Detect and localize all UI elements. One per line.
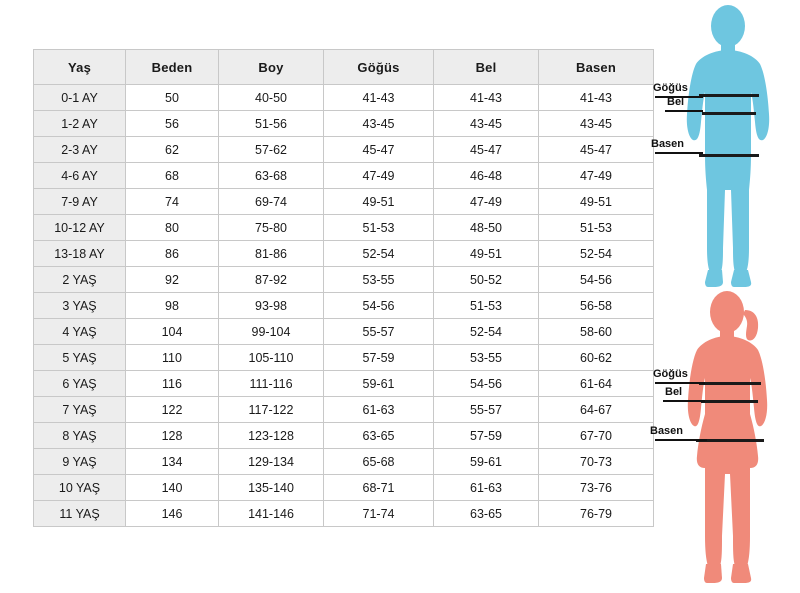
- cell-age: 4-6 AY: [34, 163, 126, 189]
- cell-waist: 45-47: [434, 137, 539, 163]
- body-figures: [650, 0, 800, 593]
- cell-size: 80: [126, 215, 219, 241]
- table-row: [34, 475, 654, 501]
- cell-height: 129-134: [219, 449, 324, 475]
- table-row: [34, 241, 654, 267]
- table-row: [34, 345, 654, 371]
- cell-waist: 53-55: [434, 345, 539, 371]
- girl-waist-label: Bel: [665, 386, 683, 398]
- cell-height: 117-122: [219, 397, 324, 423]
- table-row: [34, 111, 654, 137]
- cell-size: 92: [126, 267, 219, 293]
- cell-size: 146: [126, 501, 219, 527]
- cell-chest: 61-63: [324, 397, 434, 423]
- size-table-head: [34, 50, 654, 85]
- cell-size: 86: [126, 241, 219, 267]
- cell-age: 11 YAŞ: [34, 501, 126, 527]
- cell-size: 50: [126, 85, 219, 111]
- cell-waist: 48-50: [434, 215, 539, 241]
- cell-age: 0-1 AY: [34, 85, 126, 111]
- boy-hip-bar: [699, 154, 759, 157]
- cell-height: 141-146: [219, 501, 324, 527]
- cell-age: 10-12 AY: [34, 215, 126, 241]
- cell-chest: 57-59: [324, 345, 434, 371]
- girl-waist-bar: [701, 400, 758, 403]
- cell-hip: 54-56: [539, 267, 654, 293]
- cell-waist: 54-56: [434, 371, 539, 397]
- column-header-chest: Göğüs: [324, 50, 434, 85]
- cell-chest: 45-47: [324, 137, 434, 163]
- cell-height: 105-110: [219, 345, 324, 371]
- cell-chest: 55-57: [324, 319, 434, 345]
- cell-height: 63-68: [219, 163, 324, 189]
- cell-hip: 67-70: [539, 423, 654, 449]
- cell-hip: 41-43: [539, 85, 654, 111]
- cell-hip: 43-45: [539, 111, 654, 137]
- cell-hip: 47-49: [539, 163, 654, 189]
- table-header-row: [34, 50, 654, 85]
- column-header-height: Boy: [219, 50, 324, 85]
- cell-waist: 43-45: [434, 111, 539, 137]
- cell-age: 3 YAŞ: [34, 293, 126, 319]
- cell-size: 68: [126, 163, 219, 189]
- girl-waist-underline: [663, 400, 705, 402]
- column-header-size: Beden: [126, 50, 219, 85]
- cell-hip: 60-62: [539, 345, 654, 371]
- table-row: [34, 423, 654, 449]
- cell-age: 8 YAŞ: [34, 423, 126, 449]
- cell-waist: 46-48: [434, 163, 539, 189]
- cell-chest: 54-56: [324, 293, 434, 319]
- table-row: [34, 163, 654, 189]
- cell-chest: 71-74: [324, 501, 434, 527]
- boy-hip-label: Basen: [651, 138, 685, 150]
- cell-waist: 52-54: [434, 319, 539, 345]
- cell-height: 111-116: [219, 371, 324, 397]
- cell-waist: 47-49: [434, 189, 539, 215]
- cell-waist: 55-57: [434, 397, 539, 423]
- cell-waist: 63-65: [434, 501, 539, 527]
- boy-hip-underline: [655, 152, 703, 154]
- cell-age: 4 YAŞ: [34, 319, 126, 345]
- size-table-container: [33, 49, 653, 527]
- cell-size: 56: [126, 111, 219, 137]
- cell-height: 93-98: [219, 293, 324, 319]
- cell-chest: 52-54: [324, 241, 434, 267]
- girl-hip-label: Basen: [650, 425, 684, 437]
- cell-size: 140: [126, 475, 219, 501]
- cell-height: 57-62: [219, 137, 324, 163]
- girl-hip-underline: [655, 439, 707, 441]
- cell-waist: 51-53: [434, 293, 539, 319]
- table-row: [34, 215, 654, 241]
- column-header-waist: Bel: [434, 50, 539, 85]
- table-row: [34, 267, 654, 293]
- girl-chest-bar: [699, 382, 761, 385]
- cell-chest: 63-65: [324, 423, 434, 449]
- cell-age: 9 YAŞ: [34, 449, 126, 475]
- cell-age: 1-2 AY: [34, 111, 126, 137]
- cell-hip: 76-79: [539, 501, 654, 527]
- cell-hip: 49-51: [539, 189, 654, 215]
- boy-waist-bar: [702, 112, 756, 115]
- cell-age: 5 YAŞ: [34, 345, 126, 371]
- table-row: [34, 397, 654, 423]
- cell-waist: 57-59: [434, 423, 539, 449]
- boy-chest-bar: [699, 94, 759, 97]
- cell-hip: 58-60: [539, 319, 654, 345]
- cell-chest: 53-55: [324, 267, 434, 293]
- cell-age: 7-9 AY: [34, 189, 126, 215]
- cell-age: 13-18 AY: [34, 241, 126, 267]
- cell-hip: 51-53: [539, 215, 654, 241]
- cell-hip: 70-73: [539, 449, 654, 475]
- cell-age: 2 YAŞ: [34, 267, 126, 293]
- cell-hip: 61-64: [539, 371, 654, 397]
- table-row: [34, 449, 654, 475]
- cell-waist: 41-43: [434, 85, 539, 111]
- cell-chest: 68-71: [324, 475, 434, 501]
- table-row: [34, 501, 654, 527]
- cell-waist: 50-52: [434, 267, 539, 293]
- table-row: [34, 371, 654, 397]
- boy-chest-label: Göğüs: [653, 82, 688, 94]
- cell-waist: 49-51: [434, 241, 539, 267]
- boy-waist-label: Bel: [667, 96, 685, 108]
- cell-hip: 52-54: [539, 241, 654, 267]
- cell-hip: 64-67: [539, 397, 654, 423]
- cell-height: 99-104: [219, 319, 324, 345]
- cell-height: 40-50: [219, 85, 324, 111]
- girl-chest-label: Göğüs: [653, 368, 688, 380]
- cell-age: 2-3 AY: [34, 137, 126, 163]
- cell-size: 110: [126, 345, 219, 371]
- cell-size: 128: [126, 423, 219, 449]
- cell-chest: 51-53: [324, 215, 434, 241]
- cell-hip: 45-47: [539, 137, 654, 163]
- cell-age: 7 YAŞ: [34, 397, 126, 423]
- table-row: [34, 137, 654, 163]
- cell-chest: 49-51: [324, 189, 434, 215]
- cell-waist: 59-61: [434, 449, 539, 475]
- column-header-age: Yaş: [34, 50, 126, 85]
- cell-hip: 56-58: [539, 293, 654, 319]
- cell-age: 10 YAŞ: [34, 475, 126, 501]
- column-header-hip: Basen: [539, 50, 654, 85]
- cell-height: 69-74: [219, 189, 324, 215]
- boy-waist-underline: [665, 110, 703, 112]
- table-row: [34, 85, 654, 111]
- cell-size: 104: [126, 319, 219, 345]
- girl-chest-underline: [655, 382, 705, 384]
- cell-size: 116: [126, 371, 219, 397]
- cell-height: 123-128: [219, 423, 324, 449]
- table-row: [34, 293, 654, 319]
- cell-size: 122: [126, 397, 219, 423]
- table-row: [34, 189, 654, 215]
- cell-chest: 59-61: [324, 371, 434, 397]
- cell-waist: 61-63: [434, 475, 539, 501]
- cell-size: 134: [126, 449, 219, 475]
- cell-height: 87-92: [219, 267, 324, 293]
- cell-height: 135-140: [219, 475, 324, 501]
- cell-chest: 43-45: [324, 111, 434, 137]
- cell-chest: 41-43: [324, 85, 434, 111]
- cell-age: 6 YAŞ: [34, 371, 126, 397]
- cell-size: 62: [126, 137, 219, 163]
- cell-hip: 73-76: [539, 475, 654, 501]
- cell-height: 51-56: [219, 111, 324, 137]
- boy-silhouette-icon: [655, 4, 800, 296]
- cell-height: 81-86: [219, 241, 324, 267]
- size-table-body: [34, 85, 654, 527]
- cell-size: 74: [126, 189, 219, 215]
- table-row: [34, 319, 654, 345]
- cell-chest: 47-49: [324, 163, 434, 189]
- size-table: [33, 49, 654, 527]
- cell-chest: 65-68: [324, 449, 434, 475]
- cell-size: 98: [126, 293, 219, 319]
- cell-height: 75-80: [219, 215, 324, 241]
